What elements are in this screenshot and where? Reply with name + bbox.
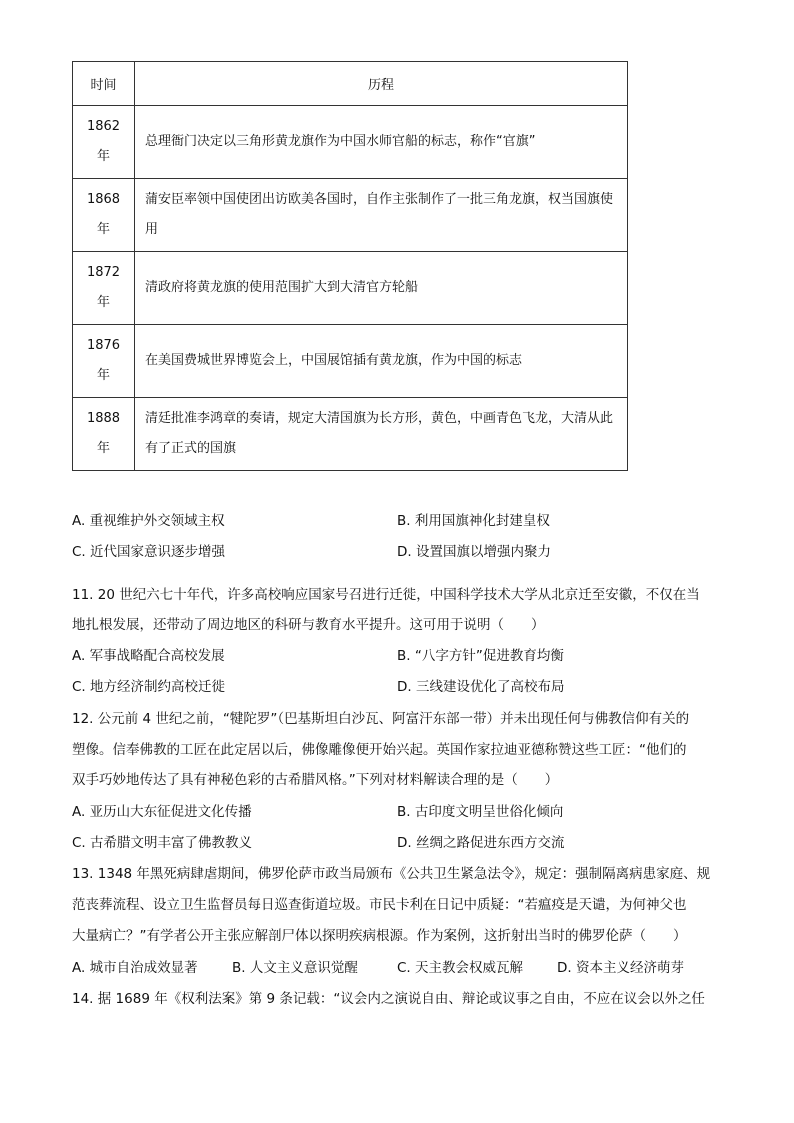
q13-option-a: A. 城市自治成效显著: [72, 960, 198, 976]
q10-option-a: A. 重视维护外交领域主权: [72, 513, 225, 529]
year-cell: [73, 252, 135, 325]
q11-option-a: A. 军事战略配合高校发展: [72, 648, 225, 664]
q13-stem-line: 13. 1348 年黑死病肆虐期间，佛罗伦萨市政当局颁布《公共卫生紧急法令》，规定：强制隔离病患家庭、规: [72, 866, 711, 882]
q12-stem-line: 塑像。信奉佛教的工匠在此定居以后，佛像雕像便开始兴起。英国作家拉迪亚德称赞这些工匠：“他们的: [72, 742, 687, 758]
event-cell: 清廷批准李鸿章的奏请，规定大清国旗为长方形，黄色，中画青色飞龙，大清从此有了正式的国旗: [135, 398, 628, 471]
year-value: 1872: [86, 265, 121, 280]
q13-option-b: B. 人文主义意识觉醒: [232, 960, 358, 976]
year-value: 1862: [86, 119, 121, 134]
q13-option-d: D. 资本主义经济萌芽: [557, 960, 684, 976]
q12-stem-line: 双手巧妙地传达了具有神秘色彩的古希腊风格。”下列对材料解读合理的是（ ）: [72, 772, 559, 788]
q14-stem-line: 14. 据 1689 年《权利法案》第 9 条记载：“议会内之演说自由、辩论或议事之自由，不应在议会以外之任: [72, 991, 705, 1007]
q12-option-d: D. 丝绸之路促进东西方交流: [397, 835, 565, 851]
year-cell: [73, 398, 135, 471]
q10-option-c: C. 近代国家意识逐步增强: [72, 544, 226, 560]
event-cell: 在美国费城世界博览会上，中国展馆插有黄龙旗，作为中国的标志: [135, 325, 628, 398]
q12-option-c: C. 古希腊文明丰富了佛教教义: [72, 835, 253, 851]
header-process: 历程: [135, 62, 628, 106]
year-value: 1868: [86, 192, 121, 207]
q11-option-d: D. 三线建设优化了高校布局: [397, 679, 565, 695]
year-unit: 年: [96, 368, 110, 383]
year-value: 1888: [86, 411, 121, 426]
table-row: [73, 179, 628, 252]
q13-stem-line: 大量病亡？”有学者公开主张应解剖尸体以探明疾病根源。作为案例，这折射出当时的佛罗伦萨（ ）: [72, 928, 687, 944]
table-row: [73, 325, 628, 398]
header-time: 时间: [73, 62, 135, 106]
q10-option-b: B. 利用国旗神化封建皇权: [397, 513, 550, 529]
table-row: [73, 106, 628, 179]
q12-stem-line: 12. 公元前 4 世纪之前，“犍陀罗”（巴基斯坦白沙瓦、阿富汗东部一带）并未出现任何与佛教信仰有关的: [72, 711, 690, 727]
year-cell: [73, 325, 135, 398]
year-value: 1876: [86, 338, 121, 353]
year-unit: 年: [96, 222, 110, 237]
year-unit: 年: [96, 441, 110, 456]
event-cell: 清政府将黄龙旗的使用范围扩大到大清官方轮船: [135, 252, 628, 325]
event-cell: 总理衙门决定以三角形黄龙旗作为中国水师官船的标志，称作“官旗”: [135, 106, 628, 179]
event-cell: 蒲安臣率领中国使团出访欧美各国时，自作主张制作了一批三角龙旗，权当国旗使用: [135, 179, 628, 252]
q10-option-d: D. 设置国旗以增强内聚力: [397, 544, 551, 560]
year-unit: 年: [96, 295, 110, 310]
table-row: [73, 398, 628, 471]
q12-option-a: A. 亚历山大东征促进文化传播: [72, 804, 252, 820]
q13-option-c: C. 天主教会权威瓦解: [397, 960, 524, 976]
history-table: [72, 61, 628, 471]
q11-stem-line: 11. 20 世纪六七十年代，许多高校响应国家号召进行迁徙，中国科学技术大学从北京迁至安徽，不仅在当: [72, 587, 700, 603]
q11-option-b: B. “八字方针”促进教育均衡: [397, 648, 564, 664]
table-header-row: [73, 62, 628, 106]
q11-option-c: C. 地方经济制约高校迁徙: [72, 679, 226, 695]
year-unit: 年: [96, 149, 110, 164]
year-cell: [73, 179, 135, 252]
q12-option-b: B. 古印度文明呈世俗化倾向: [397, 804, 564, 820]
table-row: [73, 252, 628, 325]
q11-stem-line: 地扎根发展，还带动了周边地区的科研与教育水平提升。这可用于说明（ ）: [72, 617, 545, 633]
q13-stem-line: 范丧葬流程、设立卫生监督员每日巡查街道垃圾。市民卡利在日记中质疑：“若瘟疫是天谴，为何神父也: [72, 897, 687, 913]
year-cell: [73, 106, 135, 179]
